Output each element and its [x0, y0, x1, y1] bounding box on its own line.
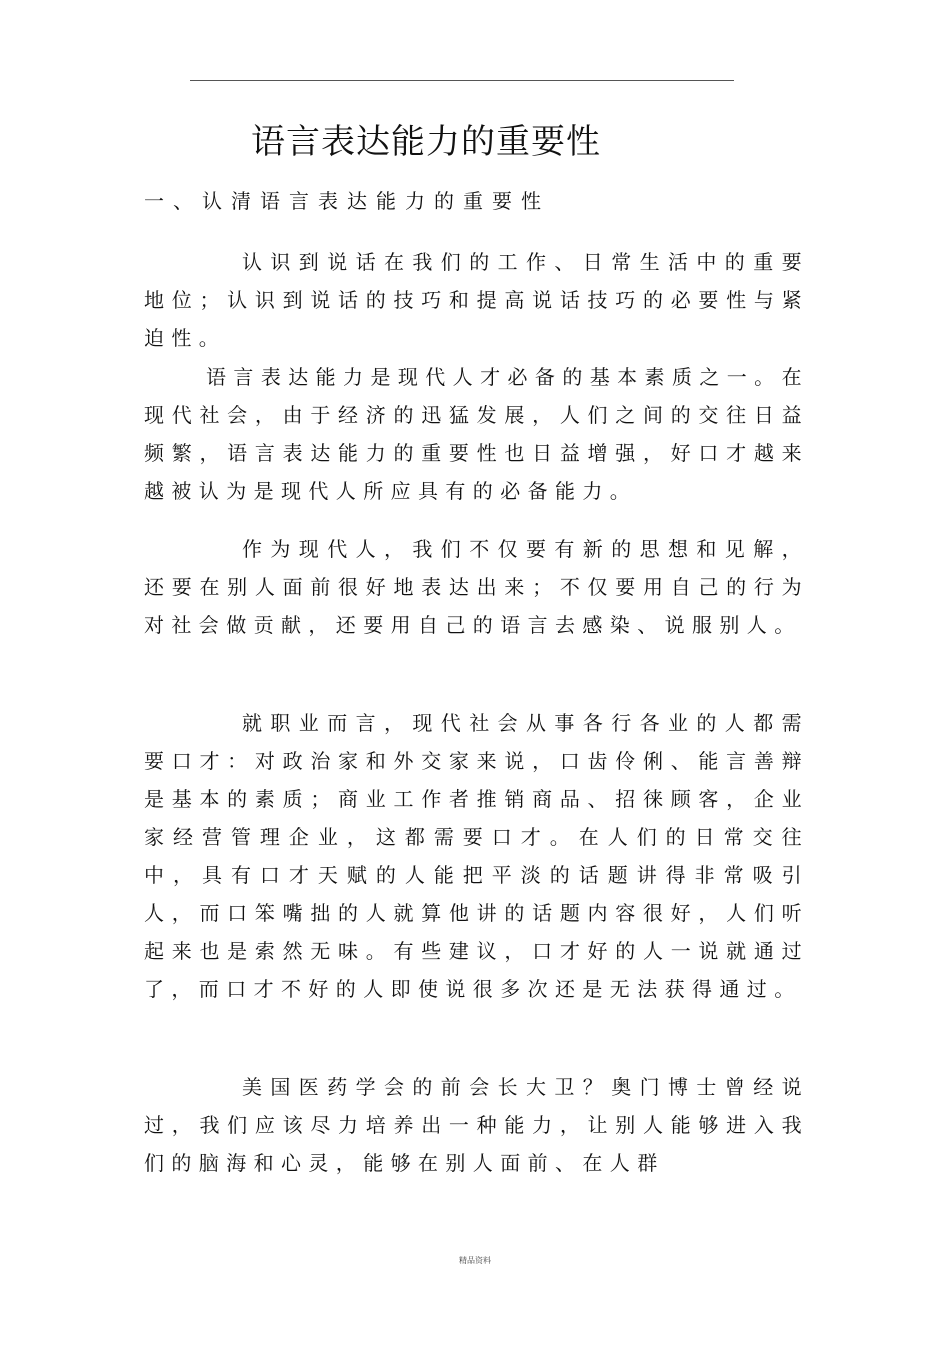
paragraph-5: 美国医药学会的前会长大卫？奥门博士曾经说过，我们应该尽力培养出一种能力，让别人能够进入我们的脑海和心灵，能够在别人面前、在人群: [144, 1075, 809, 1175]
section-heading: 一、认清语言表达能力的重要性: [144, 189, 550, 213]
page-title: 语言表达能力的重要性: [251, 122, 601, 162]
paragraph-2: 语言表达能力是现代人才必备的基本素质之一。在现代社会，由于经济的迅猛发展，人们之间的交往日益频繁，语言表达能力的重要性也日益增强，好口才越来越被认为是现代人所应具有的必备能力。: [144, 365, 809, 503]
page-footer: 精品资料: [459, 1256, 491, 1265]
paragraph-4: 就职业而言，现代社会从事各行各业的人都需要口才：对政治家和外交家来说，口齿伶俐、能言善辩是基本的素质；商业工作者推销商品、招徕顾客，企业家经营管理企业，这都需要口才。在人们的日常交往中，具有口才天赋的人能把平淡的话题讲得非常吸引人，而口笨嘴拙的人就算他讲的话题内容很好，人们听起来也是索然无味。有些建议，口才好的人一说就通过了，而口才不好的人即使说很多次还是无法获得通过。: [144, 711, 809, 1001]
paragraph-1: 认识到说话在我们的工作、日常生活中的重要地位；认识到说话的技巧和提高说话技巧的必要性与紧迫性。: [144, 250, 809, 350]
header-rule: [190, 80, 734, 81]
paragraph-3: 作为现代人，我们不仅要有新的思想和见解，还要在别人面前很好地表达出来；不仅要用自己的行为对社会做贡献，还要用自己的语言去感染、说服别人。: [144, 537, 809, 637]
